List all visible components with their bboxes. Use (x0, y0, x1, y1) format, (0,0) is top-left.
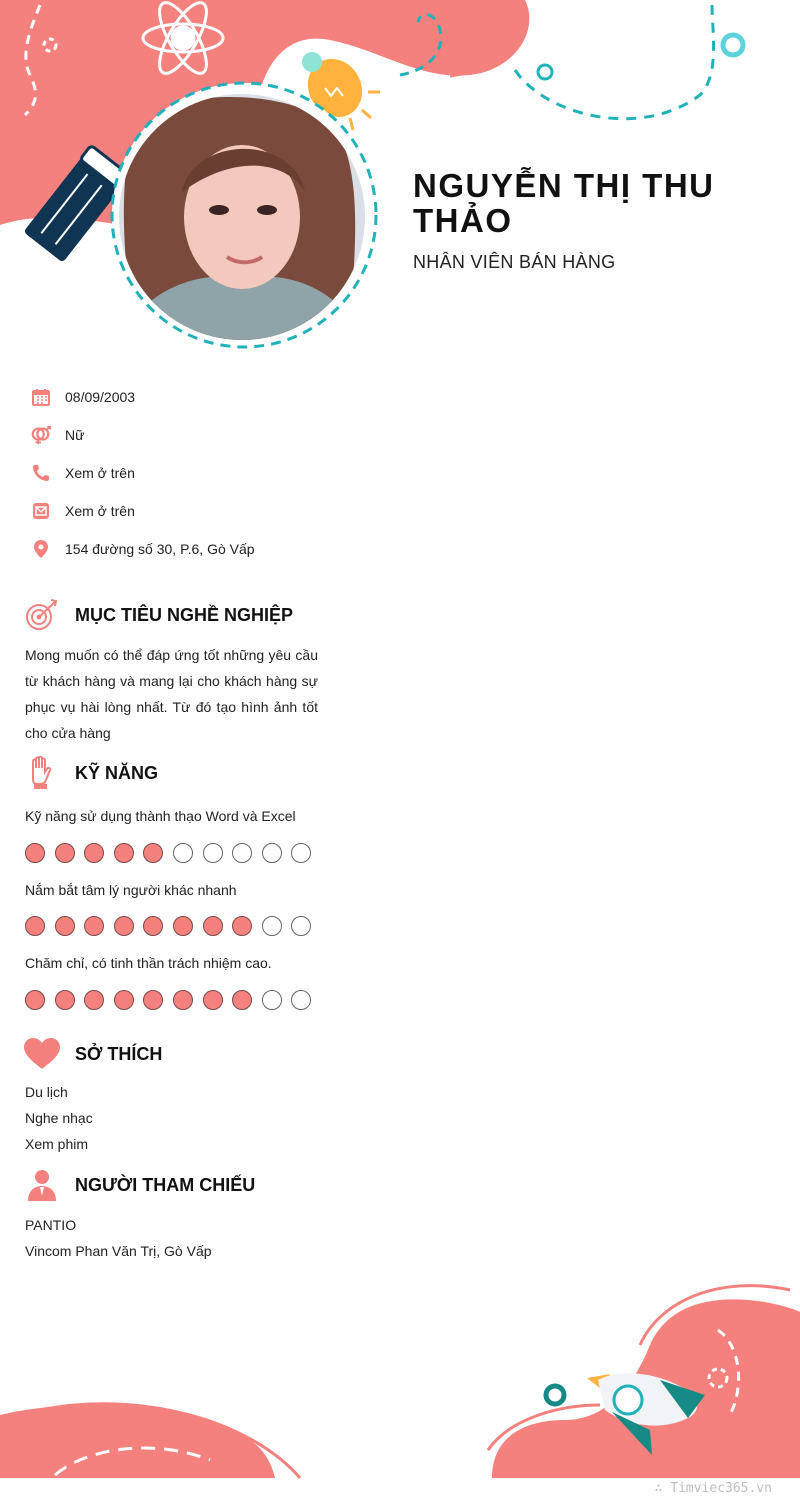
rating-dot-filled (143, 916, 163, 936)
candidate-name: NGUYỄN THỊ THU THẢO (413, 167, 715, 239)
objective-header (24, 597, 293, 633)
hobbies-header (24, 1036, 162, 1072)
rating-dot-filled (232, 990, 252, 1010)
rating-dot-filled (55, 843, 75, 863)
rating-dot-empty (291, 843, 311, 863)
location-pin-icon (30, 538, 52, 560)
skill-label: Chăm chỉ, có tinh thần trách nhiệm cao. (25, 955, 272, 971)
skills-header (24, 755, 158, 791)
heart-icon (24, 1036, 60, 1072)
rating-dot-filled (25, 990, 45, 1010)
gender-value: Nữ (65, 427, 85, 443)
bottom-left-blob (0, 1405, 275, 1478)
skill-rating (25, 843, 321, 863)
person-icon (24, 1167, 60, 1203)
target-icon (24, 597, 60, 633)
reference-line: PANTIO (25, 1217, 77, 1233)
skill-rating (25, 916, 321, 936)
hobbies-title: SỞ THÍCH (75, 1043, 163, 1064)
gender-row (30, 423, 84, 447)
rating-dot-filled (25, 843, 45, 863)
birthdate-row (30, 385, 135, 409)
phone-row (30, 461, 135, 485)
rating-dot-filled (203, 990, 223, 1010)
rating-dot-filled (114, 843, 134, 863)
rating-dot-filled (173, 916, 193, 936)
rating-dot-empty (173, 843, 193, 863)
skill-label: Kỹ năng sử dụng thành thạo Word và Excel (25, 808, 296, 824)
references-header (24, 1167, 255, 1203)
address-value: 154 đường số 30, P.6, Gò Vấp (65, 541, 255, 557)
address-row (30, 537, 255, 561)
calendar-icon (30, 386, 52, 408)
gender-icon (30, 424, 52, 446)
hobby-item: Xem phim (25, 1136, 89, 1152)
skill-label: Nắm bắt tâm lý người khác nhanh (25, 882, 237, 898)
rating-dot-filled (84, 916, 104, 936)
references-title: NGƯỜI THAM CHIẾU (75, 1174, 256, 1195)
rating-dot-empty (262, 990, 282, 1010)
hobby-item: Du lịch (25, 1084, 68, 1100)
rating-dot-empty (203, 843, 223, 863)
skills-title: KỸ NĂNG (75, 762, 159, 783)
skill-rating (25, 990, 321, 1010)
rating-dot-filled (55, 990, 75, 1010)
rating-dot-filled (84, 990, 104, 1010)
rating-dot-empty (232, 843, 252, 863)
job-title: NHÂN VIÊN BÁN HÀNG (413, 252, 616, 272)
rating-dot-filled (173, 990, 193, 1010)
phone-icon (30, 462, 52, 484)
rating-dot-empty (291, 916, 311, 936)
hand-icon (24, 755, 60, 791)
rating-dot-filled (114, 990, 134, 1010)
birthdate-value: 08/09/2003 (65, 389, 136, 405)
rating-dot-empty (262, 843, 282, 863)
avatar (117, 92, 367, 342)
email-icon (30, 500, 52, 522)
rating-dot-filled (143, 843, 163, 863)
watermark: ∴ Timviec365.vn (654, 1481, 772, 1496)
rating-dot-filled (84, 843, 104, 863)
rating-dot-filled (232, 916, 252, 936)
objective-title: MỤC TIÊU NGHỀ NGHIỆP (75, 604, 294, 625)
rating-dot-filled (143, 990, 163, 1010)
rating-dot-empty (262, 916, 282, 936)
hobby-item: Nghe nhạc (25, 1110, 93, 1126)
rating-dot-filled (114, 916, 134, 936)
objective-text: Mong muốn có thể đáp ứng tốt những yêu cầu từ khách hàng và mang lại cho khách hàng sự phục vụ hài lòng nhất. Từ đó tạo hình ảnh tốt cho cửa hàng (25, 647, 318, 741)
rating-dot-filled (55, 916, 75, 936)
phone-value: Xem ở trên (65, 465, 135, 481)
rating-dot-empty (291, 990, 311, 1010)
rating-dot-filled (25, 916, 45, 936)
rating-dot-filled (203, 916, 223, 936)
email-value: Xem ở trên (65, 503, 135, 519)
email-row (30, 499, 135, 523)
reference-line: Vincom Phan Văn Trị, Gò Vấp (25, 1243, 212, 1259)
